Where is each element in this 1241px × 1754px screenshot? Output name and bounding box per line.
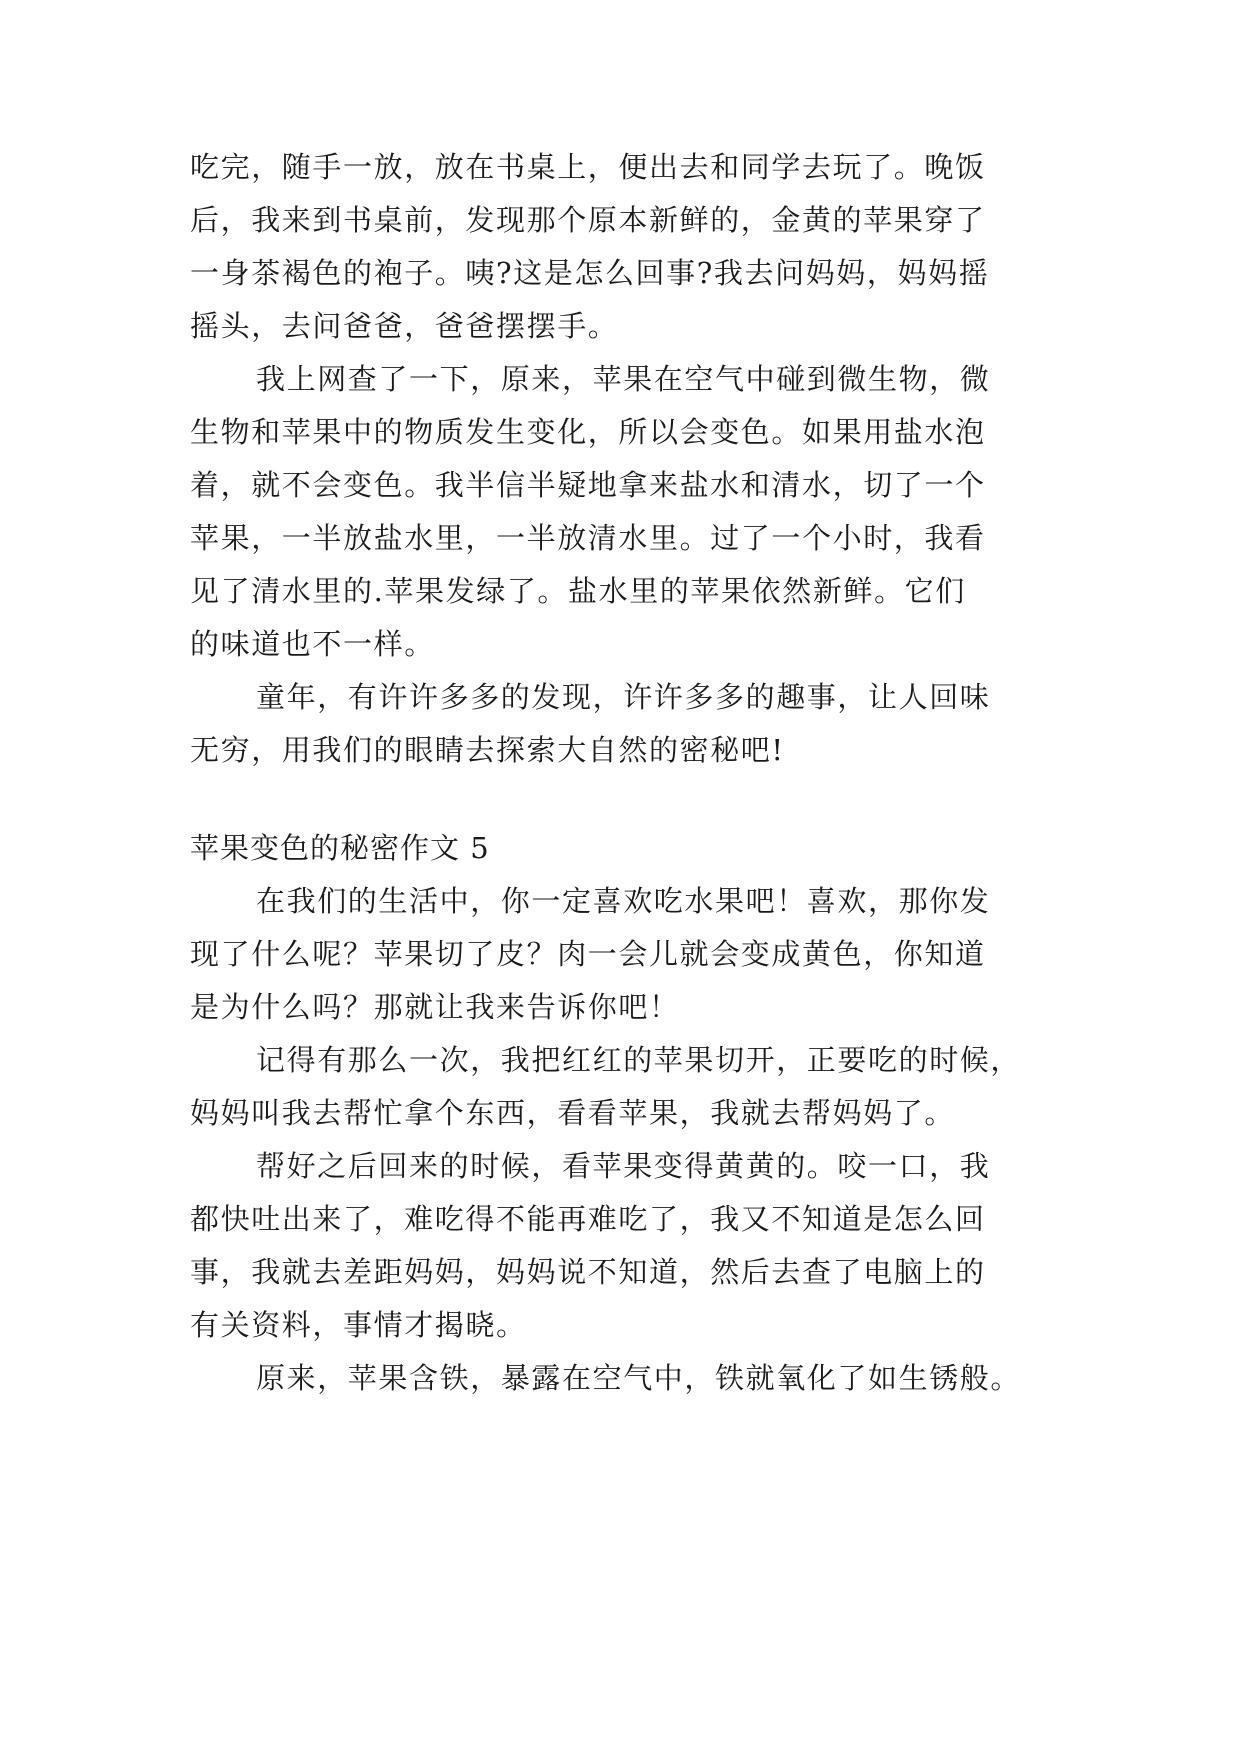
text-line: 摇头，去问爸爸，爸爸摆摆手。 bbox=[190, 309, 619, 343]
text-line: 帮好之后回来的时候，看苹果变得黄黄的。咬一口，我 bbox=[256, 1149, 991, 1183]
text-line: 童年，有许许多多的发现，许许多多的趣事，让人回味 bbox=[256, 680, 991, 714]
text-line: 我上网查了一下，原来，苹果在空气中碰到微生物，微 bbox=[256, 362, 991, 396]
text-line: 是为什么吗？那就让我来告诉你吧！ bbox=[190, 990, 680, 1024]
text-line: 有关资料，事情才揭晓。 bbox=[190, 1308, 527, 1342]
text-line: 事，我就去差距妈妈，妈妈说不知道，然后去查了电脑上的 bbox=[190, 1255, 986, 1289]
text-line: 都快吐出来了，难吃得不能再难吃了，我又不知道是怎么回 bbox=[190, 1202, 986, 1236]
essay-title: 苹果变色的秘密作文 5 bbox=[190, 831, 490, 865]
text-line: 一身茶褐色的袍子。咦?这是怎么回事?我去问妈妈，妈妈摇 bbox=[190, 256, 990, 290]
text-line: 记得有那么一次，我把红红的苹果切开，正要吃的时候， bbox=[256, 1043, 1022, 1077]
text-line: 的味道也不一样。 bbox=[190, 627, 435, 661]
text-line: 在我们的生活中，你一定喜欢吃水果吧！喜欢，那你发 bbox=[256, 884, 991, 918]
text-line: 见了清水里的.苹果发绿了。盐水里的苹果依然新鲜。它们 bbox=[190, 574, 966, 608]
text-line: 原来，苹果含铁，暴露在空气中，铁就氧化了如生锈般。 bbox=[256, 1361, 1022, 1395]
text-line: 吃完，随手一放，放在书桌上，便出去和同学去玩了。晚饭 bbox=[190, 150, 986, 184]
text-line: 苹果，一半放盐水里，一半放清水里。过了一个小时，我看 bbox=[190, 521, 986, 555]
text-line: 妈妈叫我去帮忙拿个东西，看看苹果，我就去帮妈妈了。 bbox=[190, 1096, 956, 1130]
text-line: 无穷，用我们的眼睛去探索大自然的密秘吧! bbox=[190, 733, 785, 767]
text-line: 生物和苹果中的物质发生变化，所以会变色。如果用盐水泡 bbox=[190, 415, 986, 449]
text-line: 着，就不会变色。我半信半疑地拿来盐水和清水，切了一个 bbox=[190, 468, 986, 502]
text-line: 现了什么呢？苹果切了皮？肉一会儿就会变成黄色，你知道 bbox=[190, 937, 986, 971]
text-line: 后，我来到书桌前，发现那个原本新鲜的，金黄的苹果穿了 bbox=[190, 203, 986, 237]
